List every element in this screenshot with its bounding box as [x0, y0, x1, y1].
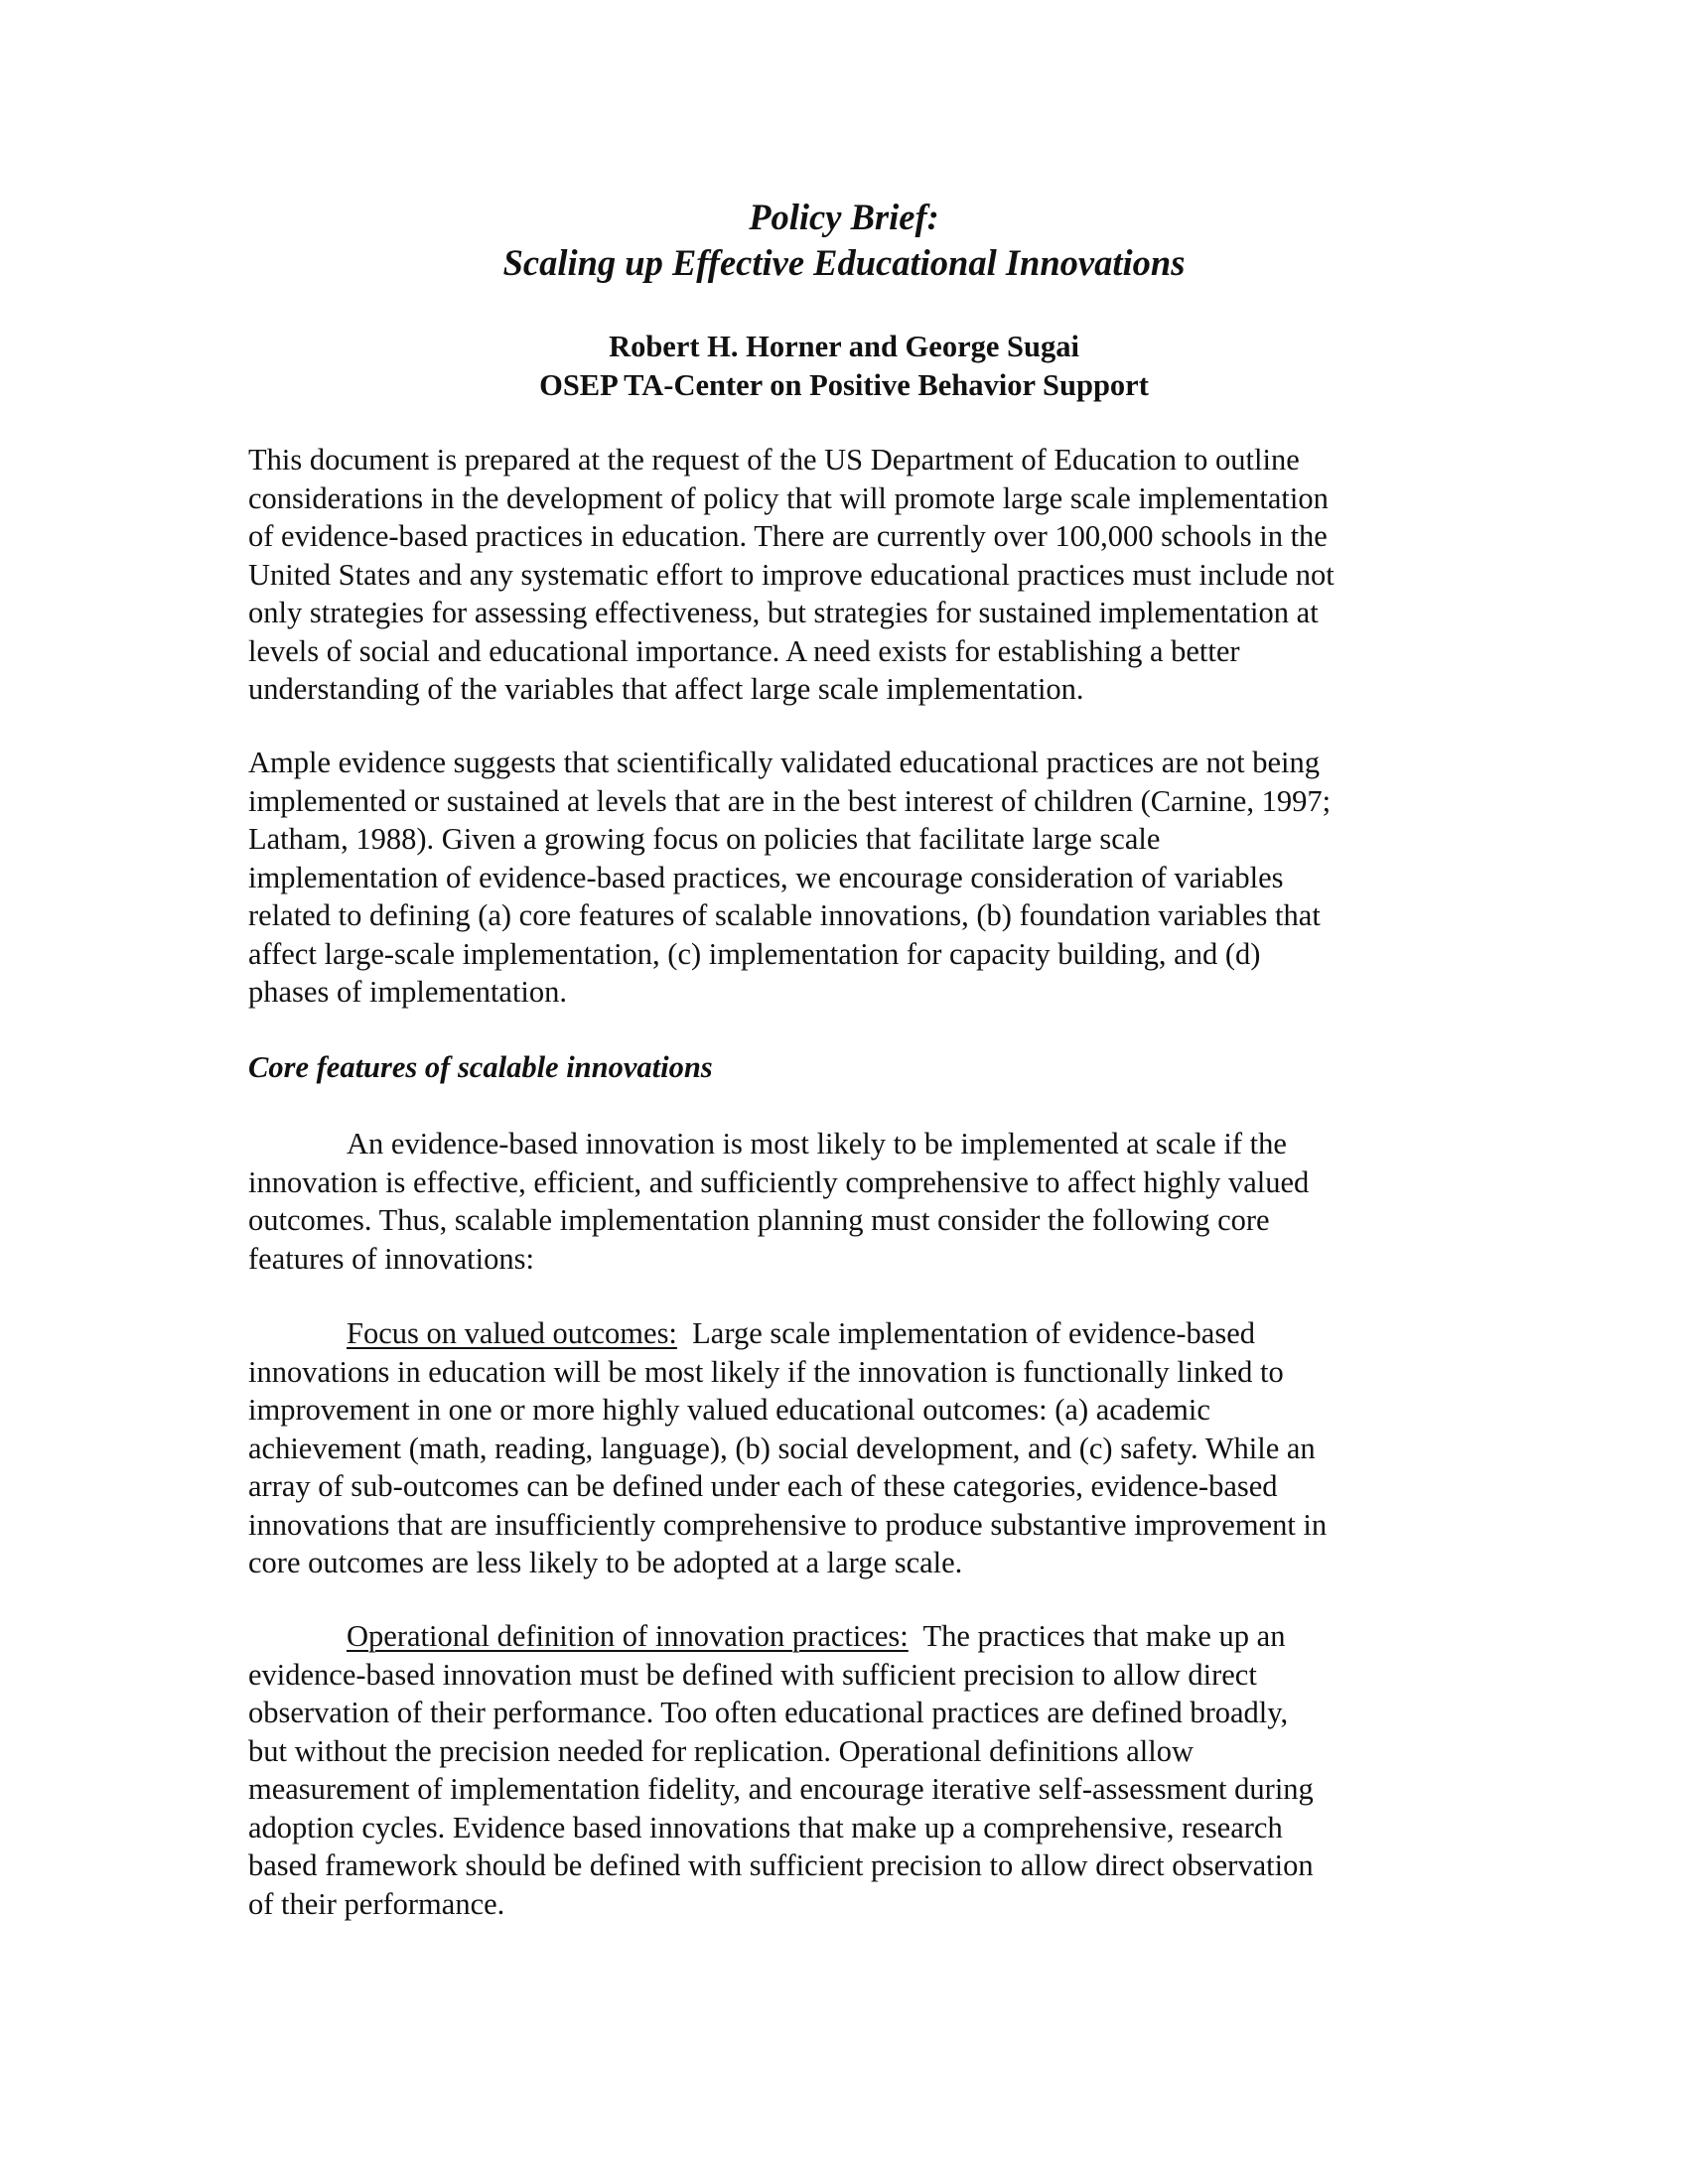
paragraph-line: but without the precision needed for replication. Operational definitions allow	[248, 1733, 1195, 1768]
author-names: Robert H. Horner and George Sugai	[609, 330, 1079, 363]
section-heading: Core features of scalable innovations	[248, 1050, 713, 1084]
paragraph-line: An evidence-based innovation is most likely to be implemented at scale if the	[347, 1127, 1287, 1160]
paragraph-line: United States and any systematic effort to improve educational practices must include not	[248, 557, 1335, 592]
paragraph-line: achievement (math, reading, language), (b) social development, and (c) safety. While an	[248, 1431, 1316, 1465]
paragraph-line: observation of their performance. Too often educational practices are defined broadly,	[248, 1696, 1289, 1729]
paragraph-line: based framework should be defined with sufficient precision to allow direct observation	[248, 1848, 1314, 1882]
section-intro-paragraph	[248, 1125, 1440, 1278]
paragraph-line: of evidence-based practices in education. There are currently over 100,000 schools in the	[248, 519, 1328, 553]
document-title	[0, 195, 1688, 286]
paragraph-line: Ample evidence suggests that scientifically validated educational practices are not being	[248, 746, 1320, 779]
paragraph-line: Latham, 1988). Given a growing focus on policies that facilitate large scale	[248, 822, 1161, 856]
operational-first-line-text: The practices that make up an	[908, 1619, 1286, 1653]
author-block	[0, 328, 1688, 405]
title-line-2: Scaling up Effective Educational Innovations	[502, 242, 1186, 283]
paragraph-line: features of innovations:	[248, 1241, 534, 1276]
focus-subheading: Focus on valued outcomes:	[347, 1316, 677, 1350]
paragraph-line: array of sub-outcomes can be defined under each of these categories, evidence-based	[248, 1469, 1278, 1503]
paragraph-line: This document is prepared at the request of the US Department of Education to outline	[248, 443, 1300, 477]
paragraph-line: implementation of evidence-based practices, we encourage consideration of variables	[248, 860, 1284, 894]
focus-first-line-text: Large scale implementation of evidence-based	[676, 1316, 1255, 1350]
paragraph-line: affect large-scale implementation, (c) implementation for capacity building, and (d)	[248, 936, 1261, 971]
author-affiliation: OSEP TA-Center on Positive Behavior Support	[539, 368, 1149, 402]
paragraph-line: measurement of implementation fidelity, and encourage iterative self-assessment during	[248, 1772, 1314, 1806]
paragraph-line	[248, 1617, 1440, 1656]
paragraph-line: only strategies for assessing effectiveness, but strategies for sustained implementation at	[248, 596, 1319, 629]
paragraph-line: innovations that are insufficiently comprehensive to produce substantive improvement in	[248, 1507, 1328, 1542]
paragraph-line: related to defining (a) core features of scalable innovations, (b) foundation variables that	[248, 898, 1321, 932]
title-line-1: Policy Brief:	[749, 197, 939, 237]
evidence-paragraph	[248, 744, 1440, 1012]
paragraph-line: innovation is effective, efficient, and sufficiently comprehensive to affect highly valued	[248, 1164, 1310, 1199]
paragraph-line: considerations in the development of policy that will promote large scale implementation	[248, 480, 1329, 515]
paragraph-line: innovations in education will be most likely if the innovation is functionally linked to	[248, 1354, 1284, 1389]
paragraph-line: of their performance.	[248, 1886, 505, 1921]
paragraph-line: improvement in one or more highly valued educational outcomes: (a) academic	[248, 1393, 1210, 1427]
paragraph-line: outcomes. Thus, scalable implementation planning must consider the following core	[248, 1203, 1270, 1237]
intro-paragraph	[248, 441, 1440, 709]
paragraph-line: levels of social and educational importance. A need exists for establishing a better	[248, 633, 1240, 668]
paragraph-line: core outcomes are less likely to be adopted at a large scale.	[248, 1546, 963, 1579]
operational-subheading: Operational definition of innovation practices:	[347, 1619, 909, 1653]
paragraph-line: implemented or sustained at levels that are in the best interest of children (Carnine, 1997;	[248, 783, 1332, 818]
paragraph-line: adoption cycles. Evidence based innovations that make up a comprehensive, research	[248, 1810, 1283, 1844]
paragraph-line: phases of implementation.	[248, 975, 568, 1009]
operational-paragraph	[248, 1617, 1440, 1923]
paragraph-line	[248, 1314, 1440, 1353]
paragraph-line: understanding of the variables that affect large scale implementation.	[248, 672, 1084, 706]
paragraph-line: evidence-based innovation must be defined with sufficient precision to allow direct	[248, 1657, 1257, 1692]
focus-paragraph	[248, 1314, 1440, 1582]
